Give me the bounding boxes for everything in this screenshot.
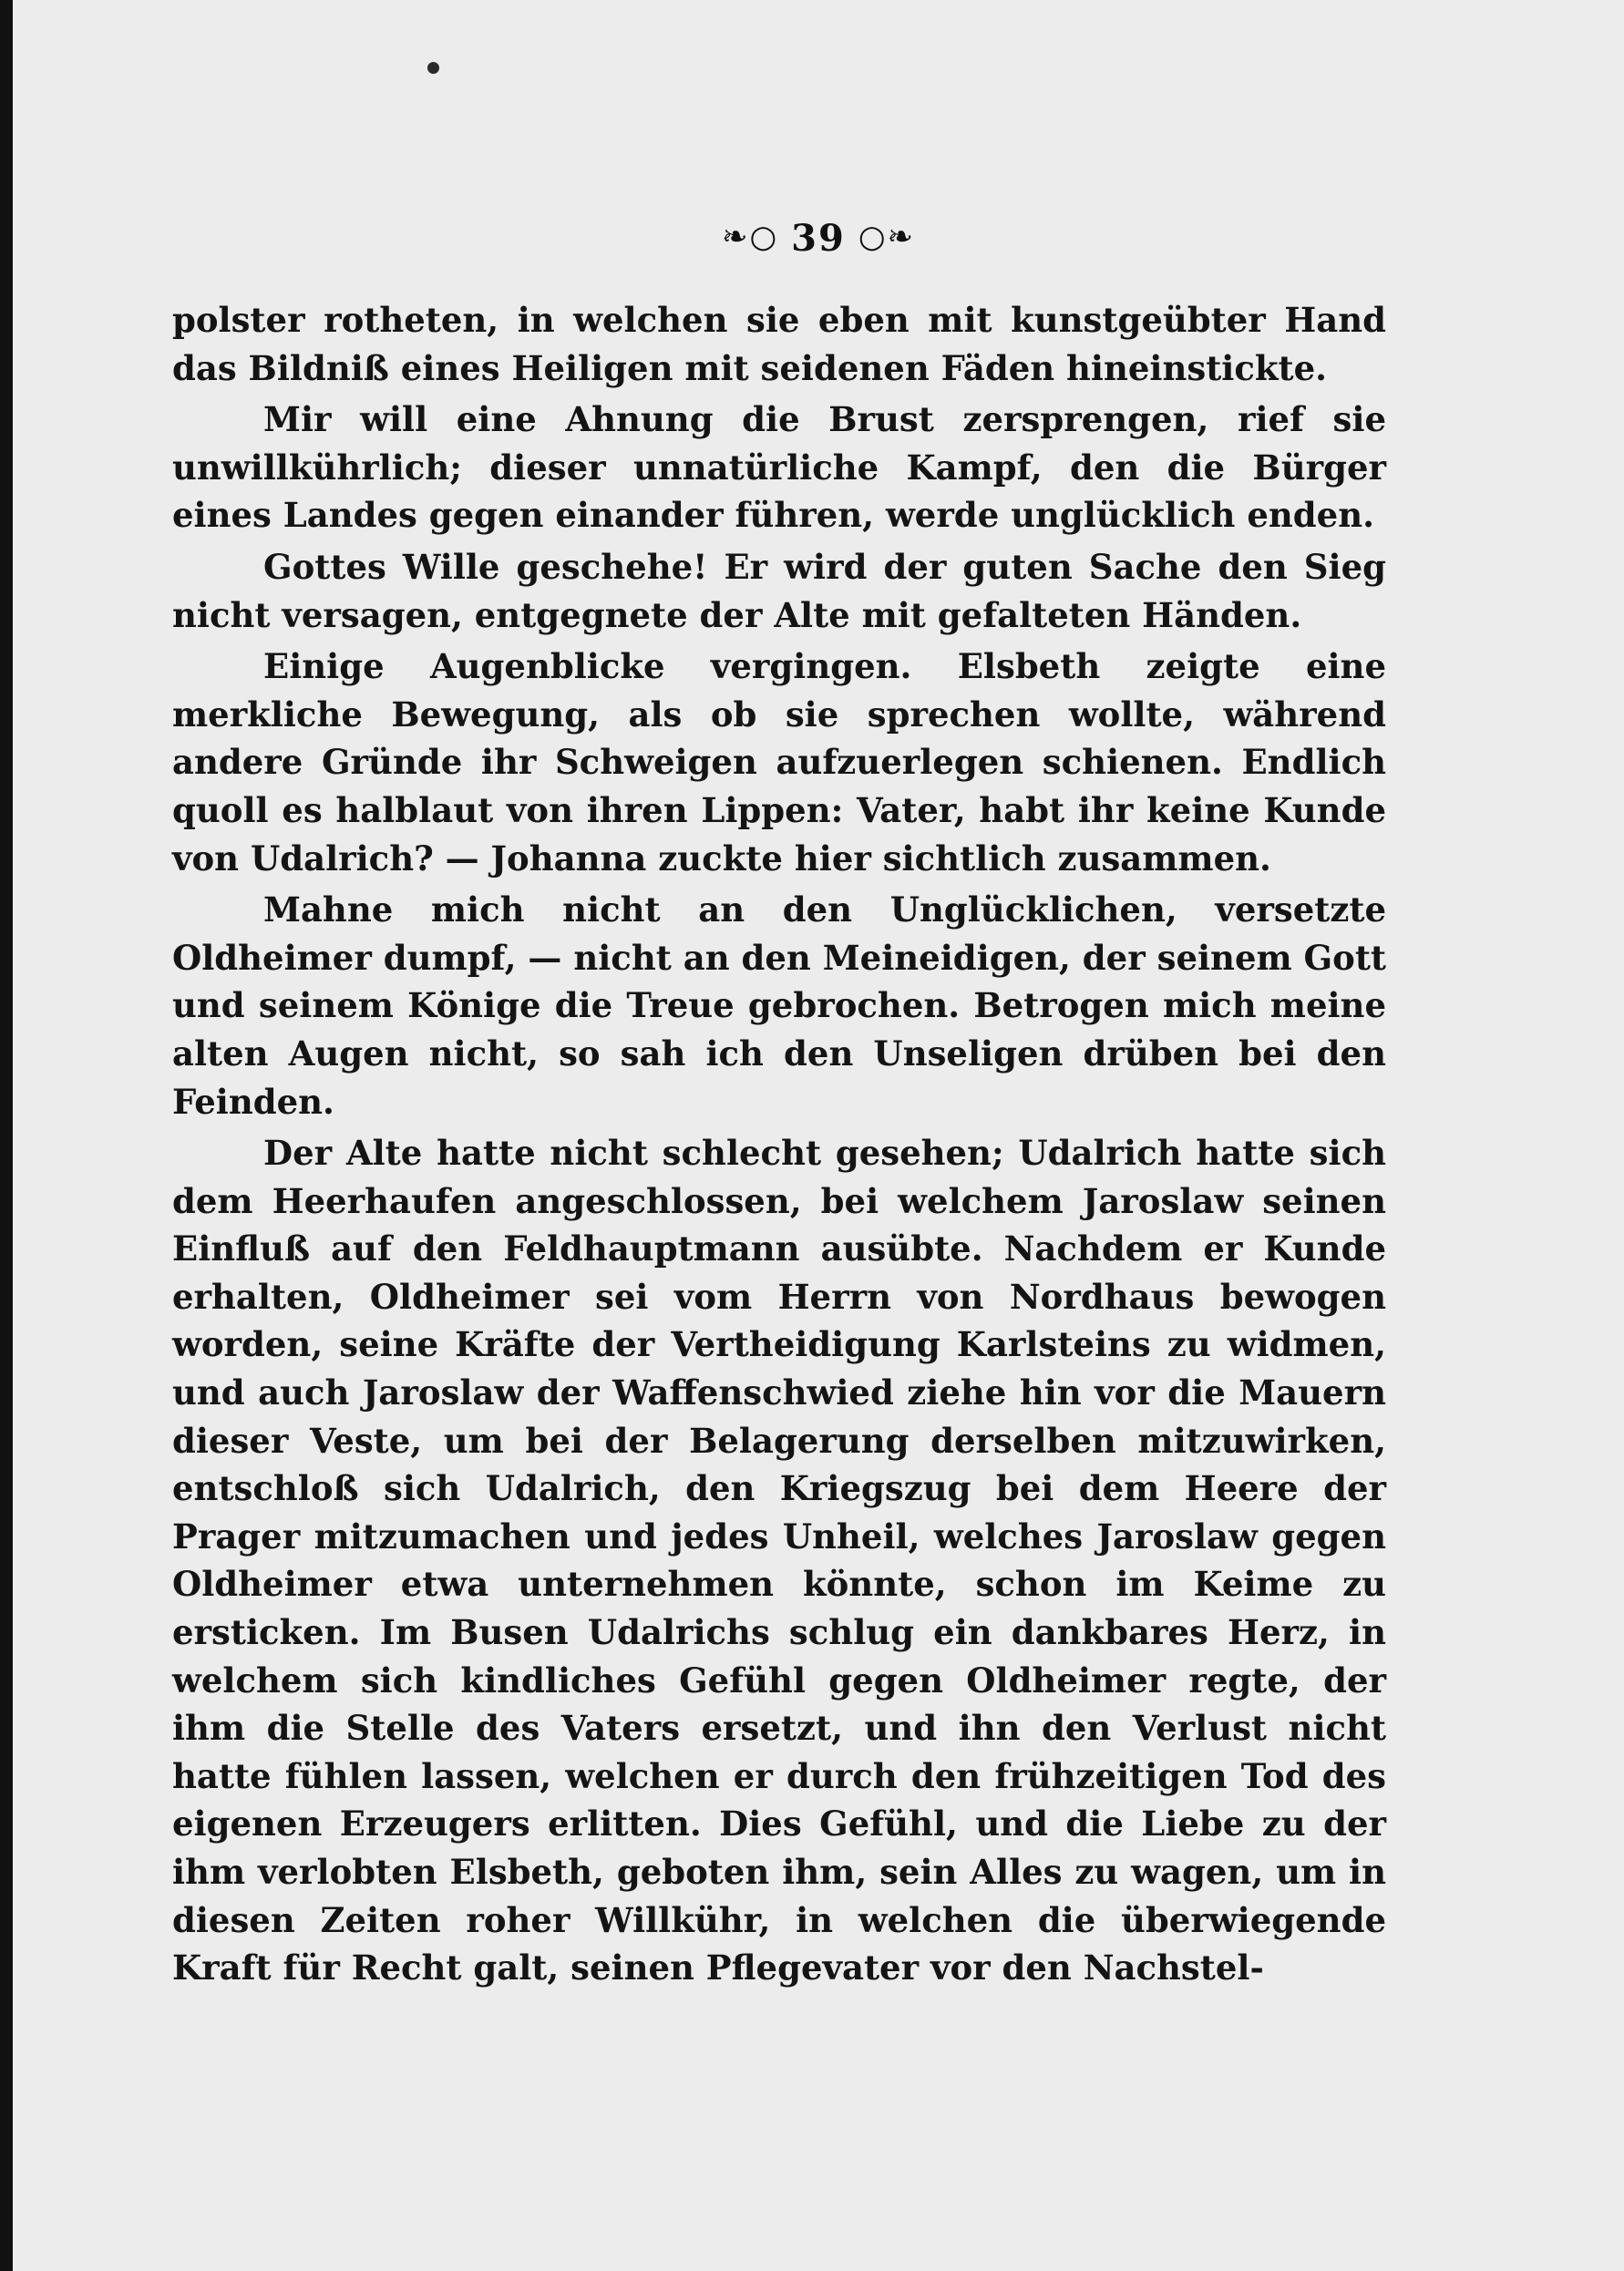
book-page [13, 0, 1624, 2271]
ink-speck [427, 62, 439, 74]
ornament-right-icon: ○❧ [858, 219, 915, 255]
paragraph-3: Gottes Wille geschehe! Er wird der guten Sache den Sieg nicht versagen, entgegnete der Alte mit gefalteten Händen. [172, 546, 1386, 635]
ornament-left-icon: ❧○ [722, 219, 779, 255]
scan-left-edge [0, 0, 13, 2271]
paragraph-5: Mahne mich nicht an den Unglücklichen, versetzte Oldheimer dumpf, — nicht an den Meineidigen, der seinem Gott und seinem Könige die Treue gebrochen. Betrogen mich meine alten Augen nicht, so sah ich den Unseligen drüben bei den Feinden. [172, 889, 1386, 1122]
page-header [13, 217, 1624, 260]
paragraph-1: polster rotheten, in welchen sie eben mit kunstgeübter Hand das Bildniß eines Heiligen mit seidenen Fäden hineinstickte. [172, 300, 1386, 388]
paragraph-2: Mir will eine Ahnung die Brust zersprengen, rief sie unwillkührlich; dieser unnatürliche Kampf, den die Bürger eines Landes gegen einander führen, werde unglücklich enden. [172, 399, 1386, 536]
page-number: 39 [791, 217, 846, 260]
body-text [172, 296, 1386, 1992]
paragraph-4: Einige Augenblicke vergingen. Elsbeth zeigte eine merkliche Bewegung, als ob sie sprechen wollte, während andere Gründe ihr Schweigen aufzuerlegen schienen. Endlich quoll es halblaut von ihren Lippen: Vater, habt ihr keine Kunde von Udalrich? — Johanna zuckte hier sichtlich zusammen. [172, 646, 1386, 879]
paragraph-6: Der Alte hatte nicht schlecht gesehen; Udalrich hatte sich dem Heerhaufen angeschlossen, bei welchem Jaroslaw seinen Einfluß auf den Feldhauptmann ausübte. Nachdem er Kunde erhalten, Oldheimer sei vom Herrn von Nordhaus bewogen worden, seine Kräfte der Vertheidigung Karlsteins zu widmen, und auch Jaroslaw der Waffenschwied ziehe hin vor die Mauern dieser Veste, um bei der Belagerung derselben mitzuwirken, entschloß sich Udalrich, den Kriegszug bei dem Heere der Prager mitzumachen und jedes Unheil, welches Jaroslaw gegen Oldheimer etwa unternehmen könnte, schon im Keime zu ersticken. Im Busen Udalrichs schlug ein dankbares Herz, in welchem sich kindliches Gefühl gegen Oldheimer regte, der ihm die Stelle des Vaters ersetzt, und ihn den Verlust nicht hatte fühlen lassen, welchen er durch den frühzeitigen Tod des eigenen Erzeugers erlitten. Dies Gefühl, und die Liebe zu der ihm verlobten Elsbeth, geboten ihm, sein Alles zu wagen, um in diesen Zeiten roher Willkühr, in welchen die überwiegende Kraft für Recht galt, seinen Pflegevater vor den Nachstel- [172, 1133, 1386, 1988]
